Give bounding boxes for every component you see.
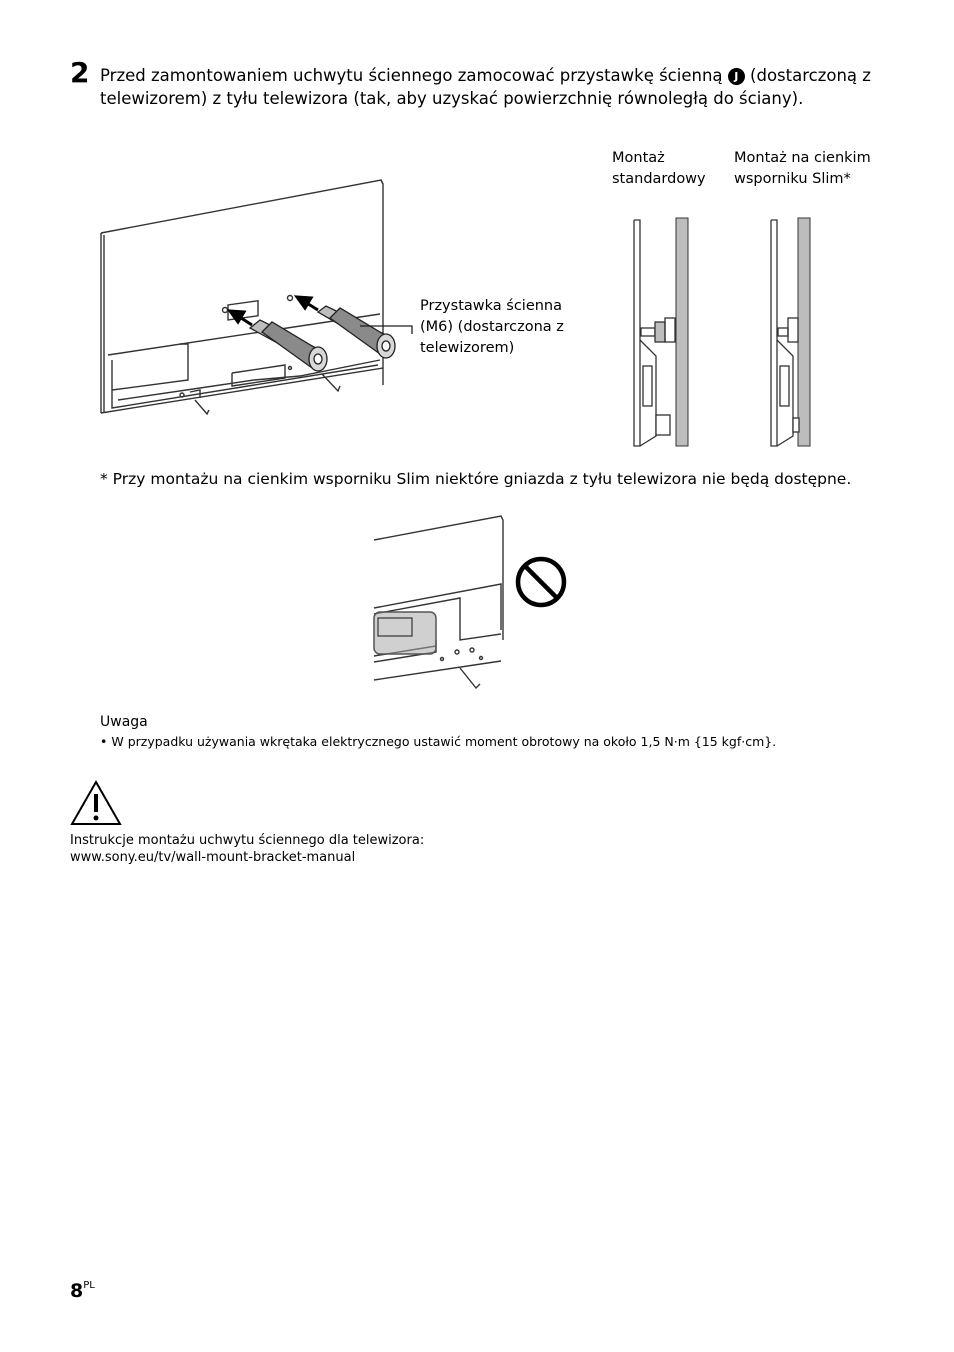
footnote: * Przy montażu na cienkim wsporniku Slim niektóre gniazda z tyłu telewizora nie będą dostępne. (100, 470, 852, 488)
note-item-text: W przypadku używania wkrętaka elektrycznego ustawić moment obrotowy na około 1,5 N·m {15 kgf·cm}. (111, 734, 777, 749)
wall-adapter-label: Przystawka ścienna (M6) (dostarczona z telewizorem) (420, 298, 564, 356)
warning-icon (70, 780, 122, 826)
step-text-part2: (dostarczoną z telewizorem) z tyłu telewizora (tak, aby uzyskać powierzchnię równoległą do ściany). (100, 66, 871, 108)
prohibited-icon (518, 559, 564, 605)
step-text-part1: Przed zamontowaniem uchwytu ściennego zamocować przystawkę ścienną (100, 66, 723, 85)
instructions-url: www.sony.eu/tv/wall-mount-bracket-manual (70, 850, 356, 865)
page-number-value: 8 (70, 1280, 84, 1302)
slim-mount-label: Montaż na cienkim wsporniku Slim* (734, 150, 871, 187)
page-lang: PL (83, 1280, 95, 1291)
page-number (70, 1280, 95, 1302)
badge-j-icon: J (728, 68, 745, 85)
mounting-instructions (70, 832, 424, 866)
instructions-line: Instrukcje montażu uchwytu ściennego dla telewizora: (70, 833, 425, 848)
standard-mount-label: Montaż standardowy (612, 150, 706, 187)
step-number: 2 (70, 56, 90, 89)
note-list-item: • W przypadku używania wkrętaka elektrycznego ustawić moment obrotowy na około 1,5 N·m {15 kgf·cm}. (100, 734, 777, 749)
note-title: Uwaga (100, 714, 148, 730)
